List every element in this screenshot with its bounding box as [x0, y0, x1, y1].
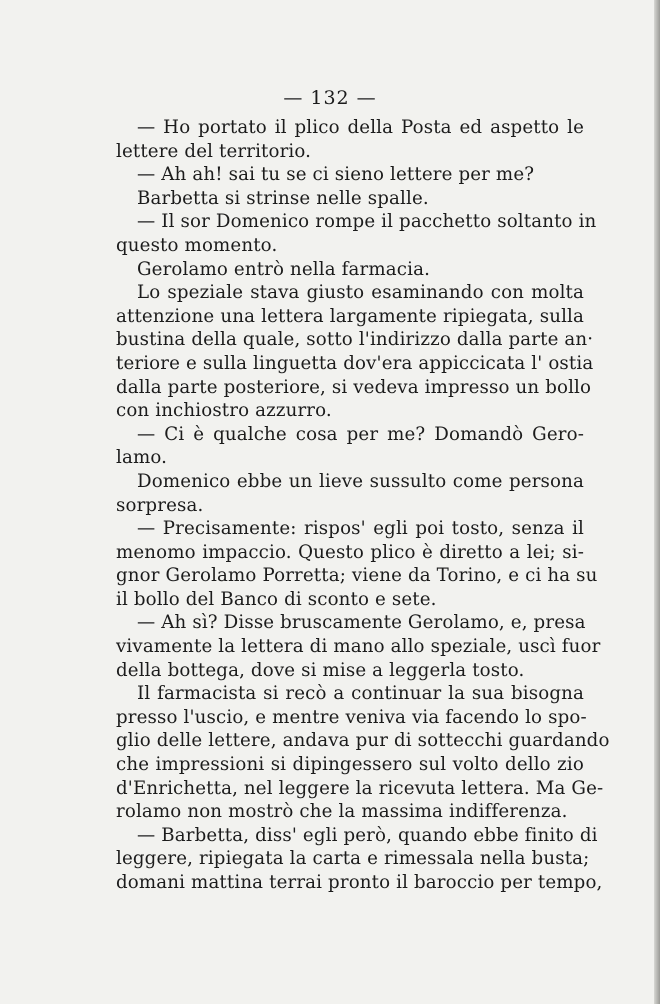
text-line: glio delle lettere, andava pur di sottecchi guardando	[116, 730, 610, 752]
text-line: — Barbetta, diss' egli però, quando ebbe finito di	[137, 824, 598, 846]
text-line: bustina della quale, sotto l'indirizzo dalla parte an·	[116, 329, 594, 351]
text-line: Barbetta si strinse nelle spalle.	[137, 187, 429, 209]
text-line: — Il sor Domenico rompe il pacchetto soltanto in	[137, 211, 597, 233]
text-line: Il farmacista si recò a continuar la sua bisogna	[137, 683, 584, 705]
text-line: lamo.	[116, 447, 168, 469]
text-line: rolamo non mostrò che la massima indifferenza.	[116, 801, 568, 823]
page-text	[116, 116, 610, 895]
text-line: sorpresa.	[116, 494, 204, 516]
text-line: menomo impaccio. Questo plico è diretto a lei; si-	[116, 541, 584, 563]
text-line: questo momento.	[116, 234, 278, 256]
text-line: dalla parte posteriore, si vedeva impresso un bollo	[116, 376, 592, 398]
text-line: attenzione una lettera largamente ripiegata, sulla	[116, 305, 584, 327]
page-edge	[654, 0, 660, 1004]
page-number: — 132 —	[283, 87, 377, 109]
text-line: presso l'uscio, e mentre veniva via facendo lo spo-	[116, 706, 587, 728]
text-line: — Ci è qualche cosa per me? Domandò Gero-	[137, 423, 584, 445]
text-line: — Ah sì? Disse bruscamente Gerolamo, e, presa	[137, 612, 586, 634]
text-line: con inchiostro azzurro.	[116, 400, 332, 422]
text-line: vivamente la lettera di mano allo speziale, uscì fuor	[116, 636, 601, 658]
text-line: che impressioni si dipingessero sul volto dello zio	[116, 754, 584, 776]
text-line: lettere del territorio.	[116, 140, 312, 162]
text-line: teriore e sulla linguetta dov'era appiccicata l' ostia	[116, 352, 594, 374]
text-line: d'Enrichetta, nel leggere la ricevuta lettera. Ma Ge-	[116, 777, 604, 799]
text-line: il bollo del Banco di sconto e sete.	[116, 588, 437, 610]
text-line: — Ah ah! sai tu se ci sieno lettere per me?	[137, 164, 535, 186]
text-line: Gerolamo entrò nella farmacia.	[137, 258, 431, 280]
text-line: gnor Gerolamo Porretta; viene da Torino, e ci ha su	[116, 565, 598, 587]
text-line: della bottega, dove si mise a leggerla tosto.	[116, 659, 525, 681]
text-line: Lo speziale stava giusto esaminando con molta	[137, 282, 584, 304]
text-line: Domenico ebbe un lieve sussulto come persona	[137, 470, 584, 492]
text-line: — Ho portato il plico della Posta ed aspetto le	[137, 117, 584, 138]
text-line: leggere, ripiegata la carta e rimessala nella busta;	[116, 848, 590, 870]
text-line: — Precisamente: rispos' egli poi tosto, senza il	[137, 518, 584, 540]
text-line: domani mattina terrai pronto il baroccio per tempo,	[116, 872, 603, 893]
